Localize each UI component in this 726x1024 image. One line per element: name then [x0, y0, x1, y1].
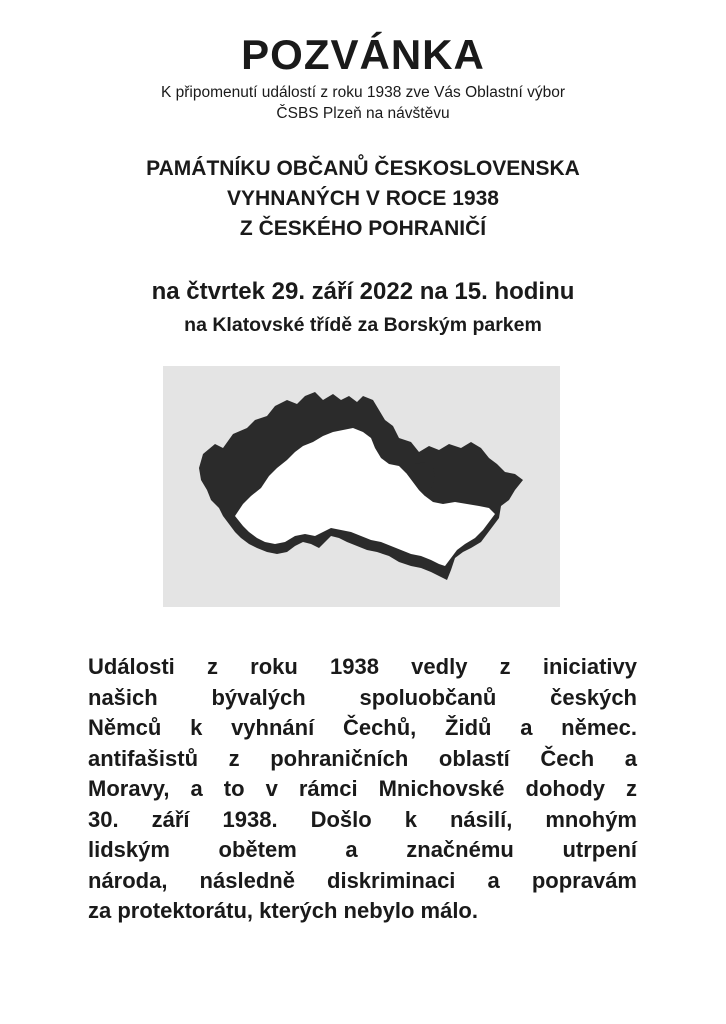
text-line-9: za protektorátu, kterých nebylo málo. [88, 898, 478, 923]
czechoslovakia-map [163, 366, 560, 607]
text-line-5: Moravy, a to v rámci Mnichovské dohody z [88, 776, 637, 801]
text-line-4: antifašistů z pohraničních oblastí Čech a [88, 745, 637, 771]
page-title: POZVÁNKA [241, 31, 485, 78]
map-illustration [163, 366, 560, 607]
text-line-2: našich bývalých spoluobčanů českých [88, 684, 637, 710]
intro-line-2: ČSBS Plzeň na návštěvu [276, 105, 450, 122]
heading-line-1: PAMÁTNÍKU OBČANŮ ČESKOSLOVENSKA [146, 157, 580, 180]
text-line-6: 30. září 1938. Došlo k násilí, mnohým [88, 806, 637, 832]
event-location: na Klatovské třídě za Borským parkem [184, 314, 542, 336]
event-date-time: na čtvrtek 29. září 2022 na 15. hodinu [151, 278, 575, 305]
memorial-heading [40, 154, 686, 244]
text-line-1: Události z roku 1938 vedly z iniciativy [88, 654, 637, 679]
text-line-8: národa, následně diskriminaci a popravám [88, 867, 637, 893]
heading-line-3: Z ČESKÉHO POHRANIČÍ [239, 217, 487, 240]
intro-line-1: K připomenutí událostí z roku 1938 zve Vás Oblastní výbor [160, 84, 566, 101]
heading-line-2: VYHNANÝCH V ROCE 1938 [227, 187, 499, 210]
historical-text [88, 652, 637, 927]
intro-text [60, 82, 666, 124]
text-line-7: lidským obětem a značnému utrpení [88, 837, 637, 862]
text-line-3: Němců k vyhnání Čechů, Židů a němec. [88, 715, 637, 740]
